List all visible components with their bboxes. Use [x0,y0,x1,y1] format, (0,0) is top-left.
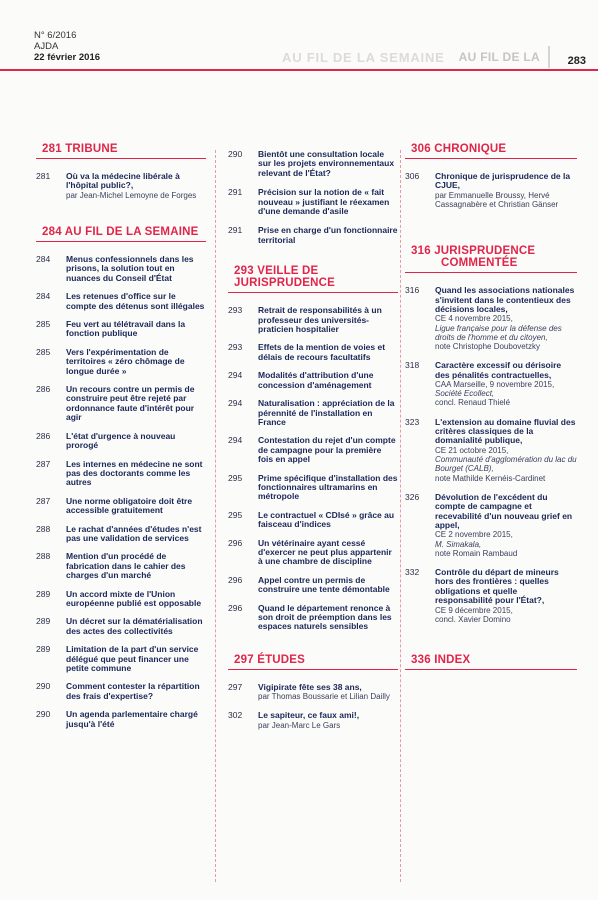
journal-name: AJDA [34,41,59,52]
entry-title: Prime spécifique d'installation des fonctionnaires ultramarins en métropole [258,472,398,502]
toc-entry[interactable] [228,576,398,595]
entry-ref: CE 21 octobre 2015, [435,445,509,455]
entry-note: note Mathilde Kernéis-Cardinet [435,473,546,483]
toc-entry[interactable] [36,525,206,544]
section-heading [36,143,206,159]
entry-page: 288 [36,523,51,534]
toc-entry[interactable] [228,711,398,730]
section-jurisprudence [405,245,577,624]
section-title: CHRONIQUE [434,143,507,155]
entry-title: Le contractuel « CDIsé » grâce au faisceau d'indices [258,509,395,530]
entry-page: 294 [228,435,243,446]
page-number: 283 [567,55,586,67]
entry-title: Caractère excessif ou dérisoire des pénalités contractuelles, [435,360,562,380]
entry-page: 291 [228,225,243,236]
section-heading[interactable] [405,654,577,670]
toc-entry[interactable] [36,432,206,451]
entry-title: Contrôle du départ de mineurs hors des frontières : quelles obligations et quelle responsabilité pour l'État?, [435,566,559,606]
section-title: VEILLE DE JURISPRUDENCE [234,265,336,290]
section-heading [405,245,577,273]
section-title: ÉTUDES [257,653,306,666]
section-page: 284 [42,226,62,239]
entry-party: Communauté d'agglomération du lac du Bourget (CALB), [435,455,577,474]
section-page: 316 [411,245,431,258]
entry-page: 302 [228,710,243,721]
section-etudes [228,654,398,730]
entry-title: Vers l'expérimentation de territoires « zéro chômage de longue durée » [66,346,185,376]
entry-note: note Christophe Doubovetzky [435,342,540,352]
column-3 [405,143,577,683]
column-2 [228,150,398,740]
toc-entry[interactable] [36,255,206,283]
toc-entry[interactable] [405,361,577,407]
entry-note: concl. Renaud Thielé [435,398,511,408]
entry-page: 295 [228,509,243,520]
section-semaine [36,226,206,729]
toc-entry[interactable] [36,348,206,376]
toc-entry[interactable] [405,286,577,351]
toc-entry[interactable] [228,683,398,702]
entry-title: Naturalisation : appréciation de la pérennité de l'installation en France [258,398,395,427]
toc-entry[interactable] [228,604,398,632]
header-rule [0,69,598,71]
entry-page: 287 [36,495,51,506]
entry-title: Où va la médecine libérale à l'hôpital public?, [66,171,180,191]
toc-entry[interactable] [228,539,398,567]
toc-entry[interactable] [36,552,206,580]
entry-title: Appel contre un permis de construire une tente démontable [258,574,390,595]
entry-page: 296 [228,574,243,585]
entry-party: Société Ecollect, [435,389,495,399]
entry-title: Bientôt une consultation locale sur les projets environnementaux relevant de l'État? [258,149,395,178]
entry-author: par Emmanuelle Broussy, Hervé Cassagnabère et Christian Gänser [435,190,559,210]
section-chronique [405,143,577,209]
entry-author: par Jean-Marc Le Gars [258,720,341,730]
entry-title: L'extension au domaine fluvial des critères classiques de la domanialité publique, [435,416,576,446]
toc-entry[interactable] [36,385,206,423]
entry-title: Un agenda parlementaire chargé jusqu'à l'été [66,709,198,729]
issue-date: 22 février 2016 [34,52,101,63]
entry-title: Quand le département renonce à son droit de préemption dans les espaces naturels sensibles [258,602,392,632]
entry-page: 296 [228,537,243,548]
entry-page: 285 [36,346,51,357]
entry-page: 290 [36,709,51,720]
section-heading [228,654,398,670]
entry-page: 326 [405,491,420,502]
column-divider-2 [400,150,401,882]
section-page: 293 [234,265,254,278]
entry-page: 290 [36,681,51,692]
entry-page: 289 [36,616,51,627]
entry-ref: CE 4 novembre 2015, [435,314,513,324]
entry-page: 294 [228,370,243,381]
entry-page: 318 [405,360,420,371]
section-page: 336 [411,653,431,666]
entry-title: Prise en charge d'un fonctionnaire territorial [258,225,398,245]
section-veille [228,265,398,632]
entry-ref: CE 9 décembre 2015, [435,605,513,615]
toc-entry[interactable] [228,150,398,178]
entry-page: 316 [405,285,420,296]
entry-title: Les retenues d'office sur le compte des détenus sont illégales [66,291,205,311]
entry-title: Feu vert au télétravail dans la fonction publique [66,319,186,339]
entry-page: 284 [36,254,51,265]
entry-title: Mention d'un procédé de fabrication dans le cahier des charges d'un marché [66,551,186,581]
column-divider-1 [215,150,216,882]
entry-page: 290 [228,149,243,159]
toc-entry[interactable] [36,320,206,339]
entry-page: 281 [36,171,51,181]
entry-ref: CAA Marseille, 9 novembre 2015, [435,380,555,390]
section-heading [228,265,398,293]
entry-page: 286 [36,430,51,441]
toc-entry[interactable] [228,511,398,530]
entry-title: Limitation de la part d'un service délégué que peut financer une petite commune [66,644,199,674]
rubric-small: AU FIL DE LA [458,50,541,64]
toc-entry[interactable] [405,568,577,624]
section-heading [36,226,206,242]
entry-page: 296 [228,602,243,613]
section-index [405,654,577,670]
section-title: JURISPRUDENCE [434,245,536,258]
entry-page: 293 [228,305,243,316]
rubric-big: AU FIL DE LA SEMAINE [282,49,445,65]
entry-note: note Romain Rambaud [435,548,518,558]
section-title: AU FIL DE LA SEMAINE [64,226,199,239]
toc-entry[interactable] [228,436,398,464]
entry-author: par Thomas Boussarie et Lilian Dailly [258,692,390,702]
toc-entry[interactable] [36,617,206,636]
entry-title: Un vétérinaire ayant cessé d'exercer ne peut plus appartenir à une chambre de discipline [258,537,392,567]
toc-entry[interactable] [228,226,398,245]
entry-page: 332 [405,566,420,577]
section-title-line2: COMMENTÉE [441,257,518,270]
entry-party: M. Simakala, [435,539,482,549]
entry-title: Un accord mixte de l'Union européenne publié est opposable [66,588,202,608]
section-semaine-continued [228,150,398,245]
toc-entry[interactable] [228,474,398,502]
entry-title: Modalités d'attribution d'une concession d'aménagement [258,370,374,390]
issue-meta [34,30,100,63]
entry-title: Le sapiteur, ce faux ami!, [258,710,360,721]
rubric-divider [548,46,550,68]
entry-page: 306 [405,171,420,181]
toc-entry[interactable] [36,497,206,516]
toc-entry[interactable] [36,172,206,200]
section-page: 281 [42,143,62,155]
entry-author: par Jean-Michel Lemoyne de Forges [66,190,197,200]
toc-entry[interactable] [228,306,398,334]
entry-title: Une norme obligatoire doit être accessible gratuitement [66,495,193,516]
entry-title: Quand les associations nationales s'invitent dans le contentieux des décisions locales, [435,285,575,315]
entry-page: 285 [36,319,51,330]
entry-page: 293 [228,342,243,353]
rubric-watermark [282,46,550,68]
toc-entry[interactable] [228,343,398,362]
toc-entry[interactable] [36,710,206,729]
entry-page: 287 [36,458,51,469]
entry-page: 295 [228,472,243,483]
entry-party: Ligue française pour la défense des droits de l'homme et du citoyen, [435,323,562,342]
entry-title: Dévolution de l'excédent du compte de campagne et recevabilité d'un nouveau grief en appel, [435,491,573,530]
section-tribune [36,143,206,200]
entry-title: Précision sur la notion de « fait nouveau » justifiant le réexamen d'une demande d'asile [258,187,390,217]
entry-title: Vigipirate fête ses 38 ans, [258,681,362,692]
section-title: INDEX [434,653,471,666]
entry-page: 284 [36,291,51,302]
entry-page: 294 [228,398,243,409]
entry-page: 288 [36,551,51,562]
toc-entry[interactable] [36,590,206,609]
section-page: 297 [234,653,254,666]
entry-page: 289 [36,644,51,655]
entry-title: Un décret sur la dématérialisation des actes des collectivités [66,616,203,636]
toc-entry[interactable] [405,172,577,209]
toc-entry[interactable] [36,645,206,673]
issue-number: N° 6/2016 [34,30,77,41]
toc-entry[interactable] [405,418,577,483]
toc-entry[interactable] [36,682,206,701]
entry-page: 289 [36,588,51,599]
entry-title: Le rachat d'années d'études n'est pas une validation de services [66,523,202,543]
toc-entry[interactable] [405,493,577,558]
entry-title: Un recours contre un permis de construire peut être rejeté par ordonnance faute d'intérêt pour agir [66,384,195,423]
column-1 [36,143,206,739]
entry-title: Effets de la mention de voies et délais de recours facultatifs [258,342,386,362]
entry-title: Contestation du rejet d'un compte de campagne pour la première fois en appel [258,435,396,465]
entry-title: Retrait de responsabilités à un professeur des universités-praticien hospitalier [258,305,382,335]
section-heading [405,143,577,159]
entry-title: Chronique de jurisprudence de la CJUE, [435,171,571,191]
toc-entry[interactable] [228,371,398,390]
entry-title: Comment contester la répartition des frais d'expertise? [66,681,200,701]
entry-page: 291 [228,187,243,198]
entry-page: 286 [36,384,51,395]
toc-entry[interactable] [228,188,398,216]
section-title: TRIBUNE [65,143,118,155]
entry-title: Les internes en médecine ne sont pas des doctorants comme les autres [66,458,203,488]
toc-entry[interactable] [36,292,206,311]
entry-ref: CE 2 novembre 2015, [435,530,513,540]
toc-entry[interactable] [228,399,398,427]
toc-entry[interactable] [36,460,206,488]
entry-title: Menus confessionnels dans les prisons, la solution tout en nuances du Conseil d'État [66,254,194,283]
entry-page: 323 [405,416,420,427]
section-page: 306 [411,143,431,155]
entry-title: L'état d'urgence à nouveau prorogé [66,430,176,451]
entry-page: 297 [228,681,243,692]
entry-note: concl. Xavier Domino [435,614,511,624]
